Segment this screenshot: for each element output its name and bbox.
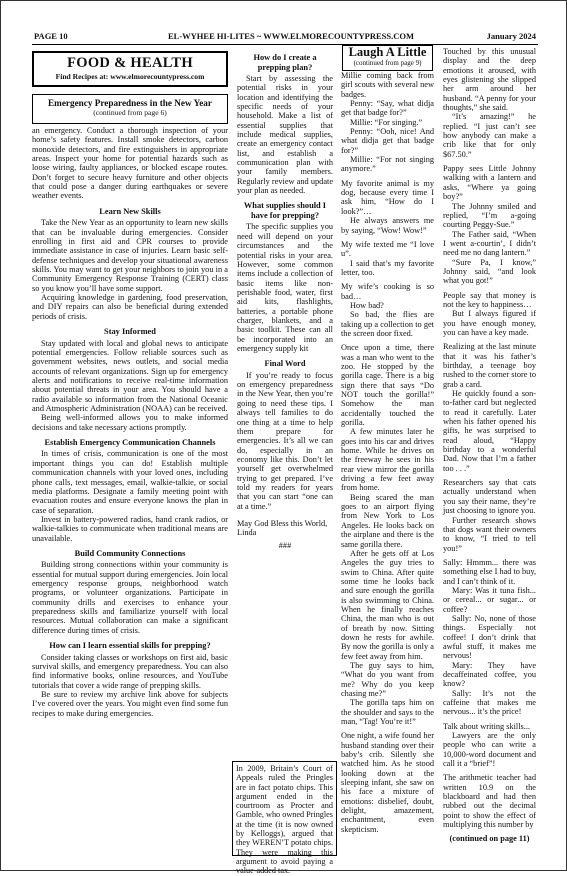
article-title-box <box>32 94 228 124</box>
joke-line: But I always figured if you have enough money, you can have a key made. <box>443 309 536 337</box>
section-banner <box>32 51 228 87</box>
paragraph: If you’re ready to focus on emergency preparedness in the New Year, then you’re going to need these tips. I always tell families to do one thing at a time to help them prepare for emergencies. It’s all we can do, especially in an economy like this. Don’t let yourself get overwhelmed trying to get prepared. I’ve told my readers for years that you can start “one can at a time.” <box>237 370 333 511</box>
page-number: PAGE 10 <box>34 31 68 41</box>
subheading: What supplies should I have for prepping? <box>243 201 327 220</box>
paragraph: Being well-informed allows you to make informed decisions and take necessary actions promptly. <box>32 413 228 432</box>
paragraph: Take the New Year as an opportunity to learn new skills that can be invaluable during emergencies. Consider enrolling in first aid and CPR courses to provide immediate assistance in case of injuries. Learn basic self-defense techniques and develop your situational awareness skills. You may want to get your neighbors to join you in a Community Emergency Response Training (CERT) class so you know you’ll have some support. <box>32 218 228 293</box>
joke-line: I said that’s my favorite letter, too. <box>341 258 434 277</box>
article-column-2 <box>237 47 333 550</box>
joke-line: Millie: “For not singing anymore.” <box>341 155 434 174</box>
page-header <box>34 31 536 44</box>
fact-text: In 2009, Britain’s Court of Appeals ruled the Pringles are in fact potato chips. This argument ended in the courtroom as Procter and Gamble, who owned Pringles at the time (it is now owned by Kelloggs), argued that they WEREN’T potato chips. They were making this argument to avoid paying a value-added tax. <box>236 764 333 876</box>
joke-line: “It’s amazing!” he replied. “I just can’t see how anybody can make a crib like that for only $67.50.” <box>443 112 536 159</box>
joke-line: The guy says to him, “What do you want from me? Why do you keep chasing me?” <box>341 660 434 698</box>
joke-line: My wife texted me “I love u”. <box>341 239 434 259</box>
joke-line: Sally: No, none of those things. Especially not coffee! I don’t drink that awful stuff, it makes me nervous! <box>443 613 536 661</box>
joke-line: People say that money is not the key to happiness… <box>443 290 536 309</box>
joke-line: Sally: Hmmm... there was something else I had to buy, and I can’t think of it. <box>443 557 537 586</box>
paragraph: Consider taking classes or workshops on first aid, basic survival skills, and emergency preparedness. You can also find informative books, online resources, and YouTube tutorials that cover a wide range of prepping skills. <box>32 652 228 690</box>
masthead: EL-WYHEE HI-LITES ~ WWW.ELMORECOUNTYPRESS.COM <box>168 31 415 41</box>
joke-line: The Father said, “When I went a-courtin’, I didn’t need me no dang lantern.” <box>443 229 536 258</box>
joke-line: Penny: “Ooh, nice! And what didja get that badge for?” <box>341 127 434 155</box>
paragraph: Stay updated with local and global news to anticipate potential emergencies. Follow reliable sources such as government websites, news outlets, and social media accounts of relevant organizations. Sign up for emergency alerts and notifications to receive real-time information about potential threats in your area. You should have a radio available so information from the National Oceanic and Atmospheric Administration (NOAA) can be received. <box>32 338 228 413</box>
section-subtitle: Find Recipes at: www.elmorecountypress.com <box>55 72 205 81</box>
joke-line: Realizing at the last minute that it was his father’s birthday, a teenage boy rushed to the corner store to grab a card. <box>443 342 536 389</box>
subheading: Build Community Connections <box>74 548 186 558</box>
joke-line: Penny: “Say, what didja get that badge for?” <box>341 99 434 118</box>
joke-line: Millie: “For singing.” <box>350 117 423 127</box>
joke-line: Touched by this unusual display and the deep emotions it aroused, with eyes glistening she slipped her arm around her husband. “A penny for your thoughts,” she said. <box>443 47 536 113</box>
joke-line: How bad? <box>350 300 384 310</box>
joke-line: Mary: Was it tuna fish... or cereal... or sugar... or coffee? <box>443 585 536 614</box>
paragraph: In times of crisis, communication is one of the most important things you can do! Establish multiple communication channels with your loved ones, including phone calls, text messages, email, walkie-talkie, or social media platforms. Designate a family meeting point with evacuation routes and ensure everyone knows the plan in case of separation. <box>32 449 228 515</box>
joke-line: Mary: They have decaffeinated coffee, you know? <box>443 660 536 689</box>
jokes-column-2 <box>443 47 536 843</box>
subheading: Stay Informed <box>104 327 156 337</box>
subheading: Learn New Skills <box>99 206 161 216</box>
joke-line: Lawyers are the only people who can write a 10,000-word document and call it a “brief”! <box>443 731 536 769</box>
subheading: Final Word <box>264 359 306 369</box>
joke-line: Millie coming back from girl scouts with several new badges. <box>341 71 434 99</box>
subheading: Establish Emergency Communication Channels <box>44 437 216 447</box>
joke-line: After he gets off at Los Angeles the guy tries to swim to China. After quite some time he looks back and sure enough the gorilla is also swimming to China. When he finally reaches China, the man who is out of breath by now. Sitting down he rests for awhile. By now the gorilla is only a few feet away from him. <box>341 548 434 661</box>
joke-line: Pappy sees Little Johnny walking with a lantern and asks, “Where ya going boy?” <box>443 164 536 202</box>
joke-line: My favorite animal is my dog, because every time I ask him, “How do I look?”… <box>341 178 434 216</box>
paragraph: Invest in battery-powered radios, hand crank radios, or walkie-talkies to communicate when traditional means are unavailable. <box>32 514 228 543</box>
joke-line: Once upon a time, there was a man who went to the zoo. He stopped by the gorilla cage. There is a big sign there that says “Do NOT touch the gorilla!” Somehow the man accidentally touched the gorilla. <box>341 343 434 428</box>
joke-line: The Johnny smiled and replied, “I’m a-going courting Peggy-Sue.” <box>443 201 536 230</box>
joke-line: Sally: It’s not the caffeine that makes me nervous... it’s the price! <box>443 688 536 717</box>
joke-line: So bad, the flies are taking up a collection to get the screen door fixed. <box>341 310 434 338</box>
joke-line: My wife’s cooking is so bad… <box>341 282 434 301</box>
joke-line: “Sure Pa, I know,” Johnny said, “and look what you got!” <box>443 257 536 286</box>
paragraph: an emergency. Conduct a thorough inspection of your home’s safety features. Install smoke detectors, carbon monoxide detectors, and fire extinguishers in appropriate areas. Inspect your home for potential hazards such as loose wiring, faulty appliances, or blocked escape routes. Don’t forget to secure heavy furniture and other objects that could pose a danger during earthquakes or severe weather events. <box>32 126 228 201</box>
laugh-title-box <box>342 45 433 71</box>
section-title: FOOD & HEALTH <box>67 55 193 71</box>
paragraph: Be sure to review my archive link above for subjects I’ve covered over the years. You might even find some fun recipes to make during emergencies. <box>32 690 228 718</box>
subheading: How do I create a prepping plan? <box>253 53 317 72</box>
joke-line: Talk about writing skills... <box>443 721 530 731</box>
paragraph: The specific supplies you need will depend on your circumstances and the potential risks in your area. However, some common items include a collection of basic items like non-perishable food, water, first aid kits, flashlights, batteries, a portable phone charger, blankets, and a basic toolkit. These can all be incorporated into an emergency supply kit <box>237 222 333 353</box>
signoff-name: Linda <box>237 528 257 538</box>
joke-line: The gorilla taps him on the shoulder and says to the man, “Tag! You’re it!” <box>341 698 434 727</box>
header-rule <box>32 44 538 45</box>
continued-note: (continued from page 6) <box>93 108 167 117</box>
article-column-1 <box>32 126 228 718</box>
end-mark: ### <box>278 540 292 550</box>
joke-line: Researchers say that cats actually understand when you say their name, they’re just choosing to ignore you. <box>443 478 536 516</box>
joke-line: A few minutes later he goes into his car and drives home. While he drives on the freeway he sees in his rear view mirror the gorilla driving a few feet away from home. <box>341 427 434 493</box>
laugh-title: Laugh A Little <box>348 45 427 59</box>
joke-line: The arithmetic teacher had written 10.9 on the blackboard and had then rubbed out the decimal point to show the effect of multiplying this number by <box>443 773 536 830</box>
issue-date: January 2024 <box>486 31 536 41</box>
joke-line: Further research shows that dogs want their owners to know, “I tried to tell you!” <box>443 515 536 553</box>
joke-line: He always answers me by saying, “Wow! Wow!” <box>341 216 434 235</box>
joke-line: Being scared the man goes to an airport flying from New York to Los Angeles. He looks back on the airplane and there is the same gorilla there. <box>341 492 434 549</box>
subheading: How can I learn essential skills for prepping? <box>49 641 211 651</box>
paragraph: Acquiring knowledge in gardening, food preservation, and DIY repairs can also be beneficial during extended periods of crisis. <box>32 293 228 321</box>
paragraph: Start by assessing the potential risks in your location and identifying the specific needs of your household. Make a list of essential supplies that include medical supplies, create an emergency contact list, and establish a communication plan with your family members. Regularly review and update your plan as needed. <box>237 74 333 196</box>
pringles-fact-box <box>232 761 337 876</box>
jokes-column-1 <box>341 71 434 834</box>
article-title: Emergency Preparedness in the New Year <box>48 98 212 108</box>
paragraph: Building strong connections within your community is essential for mutual support during emergencies. Join local emergency response groups, neighborhood watch programs, or volunteer organizations. Participate in community drills and exercises to enhance your preparedness skills and familiarize yourself with local resources. Mutual collaboration can make a significant difference during times of crisis. <box>32 560 228 635</box>
joke-line: He quickly found a son-to-father card but neglected to read it carefully. Later when his father opened his gifts, he was surprised to read aloud, “Happy birthday to a wonderful Dad. Now that I’m a father too . . .” <box>443 389 536 473</box>
signoff: May God Bless this World, <box>237 518 328 528</box>
continued-next-page: (continued on page 11) <box>449 833 530 843</box>
laugh-continued: (continued from page 9) <box>353 59 422 67</box>
joke-line: One night, a wife found her husband standing over their baby’s crib. Silently she watched him. As he stood looking down at the sleeping infant, she saw on his face a mixture of emotions: disbelief, doubt, delight, amazement, enchantment, even skepticism. <box>341 731 434 834</box>
